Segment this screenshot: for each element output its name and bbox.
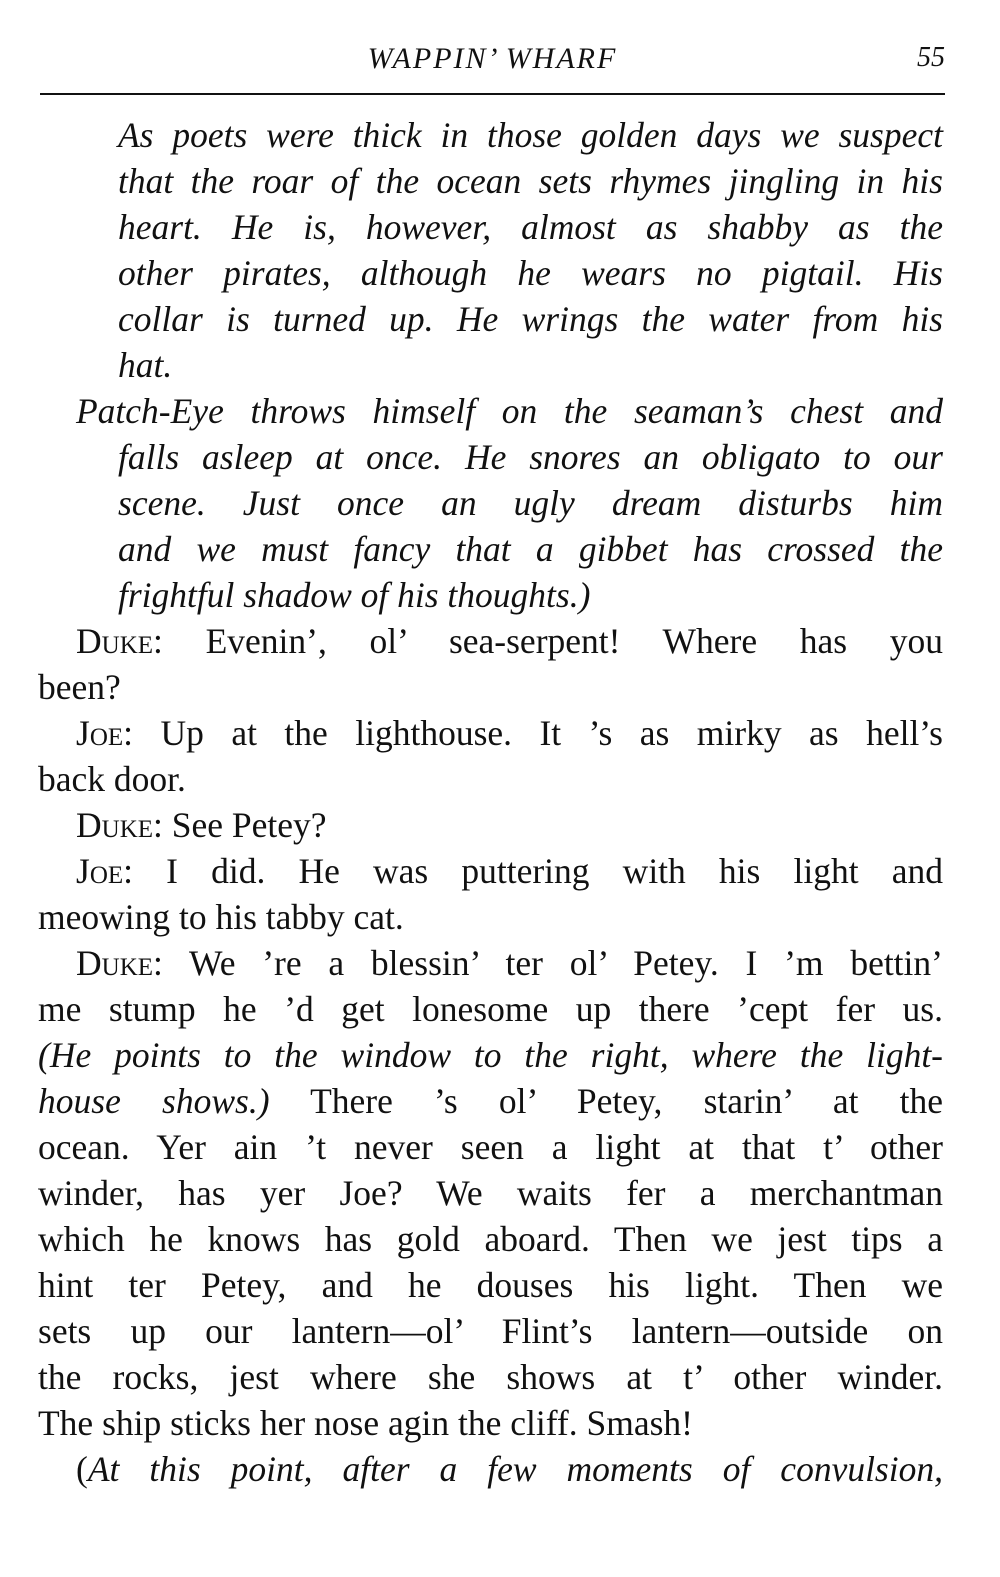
page-number: 55	[917, 42, 945, 73]
text-line: As poets were thick in those golden days we suspect	[118, 115, 943, 155]
text-line	[38, 618, 943, 664]
text-line: The ship sticks her nose agin the cliff. Smash!	[38, 1403, 693, 1443]
text-line: been?	[38, 667, 121, 707]
text-line: winder, has yer Joe? We waits fer a merchantman	[38, 1173, 943, 1213]
running-title: WAPPIN’ WHARF	[367, 42, 618, 75]
stage-direction: house shows.)	[38, 1081, 270, 1121]
text-line: scene. Just once an ugly dream disturbs him	[118, 483, 943, 523]
text-line: Patch-Eye throws himself on the seaman’s chest and	[76, 391, 943, 431]
speaker-name: Duke	[76, 621, 154, 661]
dialogue-text: There ’s ol’ Petey, starin’ at the	[269, 1081, 944, 1121]
text-line: back door.	[38, 759, 186, 799]
text-line	[38, 848, 943, 894]
text-line: which he knows has gold aboard. Then we jest tips a	[38, 1219, 943, 1259]
speaker-name: Joe	[76, 851, 124, 891]
text-line: hint ter Petey, and he douses his light. Then we	[38, 1265, 943, 1305]
dialogue-text: : We ’re a blessin’ ter ol’ Petey. I ’m bettin’	[153, 943, 943, 983]
running-head	[40, 42, 945, 82]
text-line: me stump he ’d get lonesome up there ’cept fer us.	[38, 989, 943, 1029]
dialogue-text: : Evenin’, ol’ sea-serpent! Where has you	[153, 621, 943, 661]
text-line	[38, 940, 943, 986]
text-line	[38, 1446, 943, 1492]
text-line: and we must fancy that a gibbet has crossed the	[118, 529, 943, 569]
body-text	[38, 112, 943, 1492]
text-line	[38, 1078, 943, 1124]
text-line: other pirates, although he wears no pigtail. His	[118, 253, 943, 293]
text-line: sets up our lantern—ol’ Flint’s lantern—outside on	[38, 1311, 943, 1351]
speaker-name: Duke	[76, 943, 154, 983]
text-line: falls asleep at once. He snores an obligato to our	[118, 437, 943, 477]
text-line: hat.	[118, 345, 173, 385]
text-line: ocean. Yer ain ’t never seen a light at that t’ other	[38, 1127, 943, 1167]
dialogue-text: : See Petey?	[153, 805, 327, 845]
paren: (	[76, 1449, 88, 1489]
text-line	[38, 710, 943, 756]
text-line: meowing to his tabby cat.	[38, 897, 404, 937]
text-line: the rocks, jest where she shows at t’ other winder.	[38, 1357, 943, 1397]
header-rule	[40, 93, 945, 95]
speaker-name: Duke	[76, 805, 154, 845]
text-line: frightful shadow of his thoughts.)	[118, 575, 591, 615]
dialogue-text: : I did. He was puttering with his light and	[123, 851, 943, 891]
text-line: that the roar of the ocean sets rhymes jingling in his	[118, 161, 943, 201]
text-line: (He points to the window to the right, where the light-	[38, 1035, 943, 1075]
dialogue-text: : Up at the lighthouse. It ’s as mirky as hell’s	[123, 713, 943, 753]
text-line: heart. He is, however, almost as shabby as the	[118, 207, 943, 247]
stage-direction: At this point, after a few moments of convulsion,	[87, 1449, 943, 1489]
text-line: collar is turned up. He wrings the water from his	[118, 299, 943, 339]
speaker-name: Joe	[76, 713, 124, 753]
text-line	[38, 802, 943, 848]
